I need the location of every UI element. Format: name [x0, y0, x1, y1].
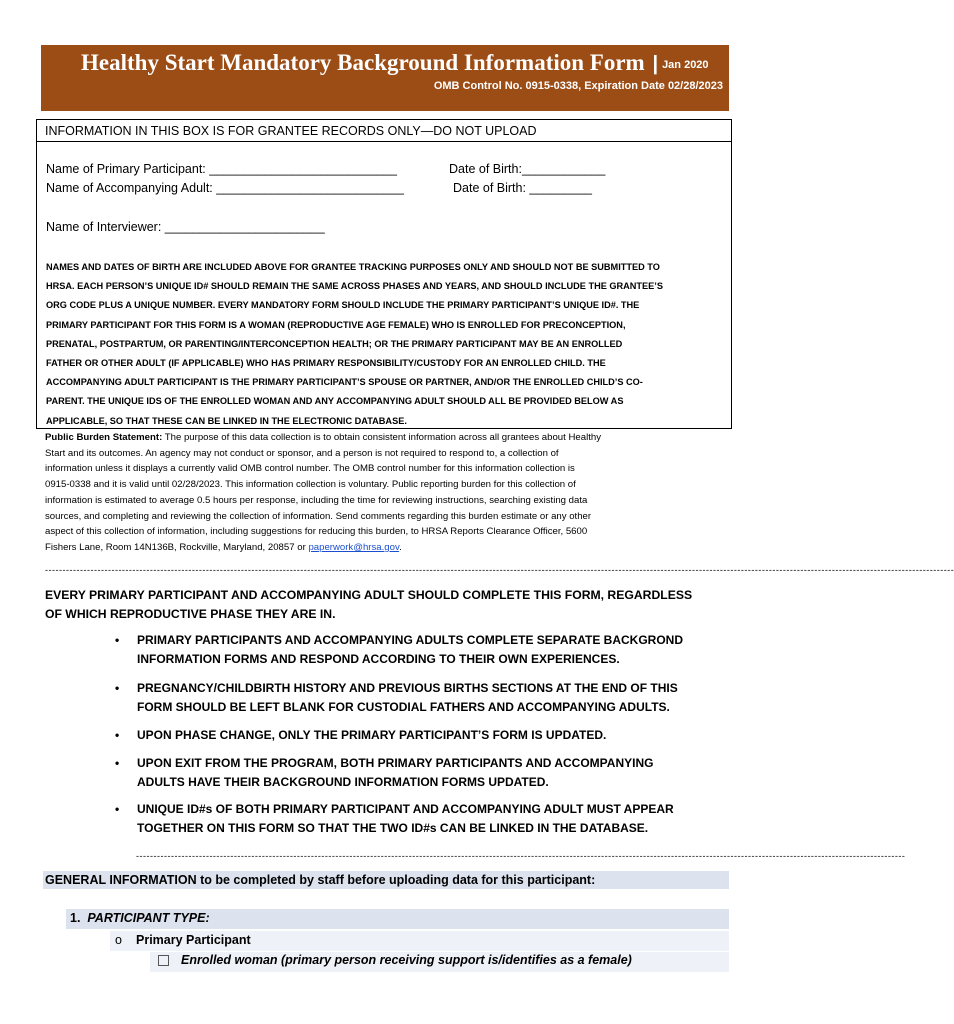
form-version: Jan 2020 [662, 59, 709, 71]
records-box-heading: INFORMATION IN THIS BOX IS FOR GRANTEE RECORDS ONLY—DO NOT UPLOAD [37, 120, 731, 142]
accompanying-adult-dob-field[interactable]: Date of Birth: _________ [453, 181, 592, 195]
divider-dashes: ---------------------------------------------------------------------------------------------------------------------------------------------------------------------------------------------------------------------------- [136, 851, 906, 861]
accompanying-adult-name-field[interactable]: Name of Accompanying Adult: ___________________________ [46, 181, 404, 195]
bullet-icon: • [115, 681, 120, 695]
bullet-icon: • [115, 633, 120, 647]
option-bullet-icon: o [115, 933, 122, 947]
bullet-text-line: TOGETHER ON THIS FORM SO THAT THE TWO ID#s CAN BE LINKED IN THE DATABASE. [137, 821, 649, 835]
primary-participant-name-field[interactable]: Name of Primary Participant: ___________________________ [46, 162, 397, 176]
bullet-text-line: PREGNANCY/CHILDBIRTH HISTORY AND PREVIOUS BIRTHS SECTIONS AT THE END OF THIS [137, 681, 678, 695]
notice-line: HRSA. EACH PERSON’S UNIQUE ID# SHOULD REMAIN THE SAME ACROSS PHASES AND YEARS, AND SHOULD INCLUDE THE GRANTEE’S [46, 281, 663, 292]
notice-line: PRENATAL, POSTPARTUM, OR PARENTING/INTERCONCEPTION HEALTH; OR THE PRIMARY PARTICIPANT MAY BE AN ENROLLED [46, 338, 623, 349]
bullet-text-line: INFORMATION FORMS AND RESPOND ACCORDING TO THEIR OWN EXPERIENCES. [137, 652, 620, 666]
burden-line: information is estimated to average 0.5 hours per response, including the time for reviewing instructions, searching existing data [45, 494, 588, 506]
burden-line: aspect of this collection of information, including suggestions for reducing this burden, to HRSA Reports Clearance Officer, 5600 [45, 526, 588, 538]
form-title-text: Healthy Start Mandatory Background Information Form [81, 50, 645, 75]
divider-dashes: -------------------------------------------------------------------------------------------------------------------------------------------------------------------------------------------------------------------------------------------------------------------- [45, 565, 954, 575]
bullet-icon: • [115, 802, 120, 816]
primary-participant-option[interactable]: Primary Participant [136, 933, 251, 947]
instructions-intro: EVERY PRIMARY PARTICIPANT AND ACCOMPANYING ADULT SHOULD COMPLETE THIS FORM, REGARDLESS OF WHICH REPRODUCTIVE PHASE THEY ARE IN. [45, 588, 693, 621]
notice-line: FATHER OR OTHER ADULT (IF APPLICABLE) WHO HAS PRIMARY RESPONSIBILITY/CUSTODY FOR AN ENROLLED CHILD. THE [46, 358, 606, 369]
bullet-icon: • [115, 728, 120, 742]
omb-control-number: OMB Control No. 0915-0338, Expiration Date 02/28/2023 [433, 80, 723, 92]
participant-type-question: 1. PARTICIPANT TYPE: [70, 911, 210, 925]
general-info-heading: GENERAL INFORMATION to be completed by staff before uploading data for this participant: [45, 873, 596, 887]
notice-line: PRIMARY PARTICIPANT FOR THIS FORM IS A WOMAN (REPRODUCTIVE AGE FEMALE) WHO IS ENROLLED FOR PRECONCEPTION, [46, 319, 626, 330]
burden-line: Fishers Lane, Room 14N136B, Rockville, Maryland, 20857 or paperwork@hrsa.gov. [45, 541, 402, 553]
form-title [81, 50, 721, 76]
title-separator: | [652, 53, 659, 75]
bullet-text-line: UPON PHASE CHANGE, ONLY THE PRIMARY PARTICIPANT’S FORM IS UPDATED. [137, 728, 607, 742]
bullet-icon: • [115, 756, 120, 770]
records-notice [46, 258, 722, 431]
grantee-records-box [36, 119, 732, 429]
email-link[interactable]: paperwork@hrsa.gov [308, 541, 400, 553]
bullet-text-line: FORM SHOULD BE LEFT BLANK FOR CUSTODIAL FATHERS AND ACCOMPANYING ADULTS. [137, 700, 670, 714]
burden-line: Start and its outcomes. An agency may not conduct or sponsor, and a person is not required to respond to, a collection of [45, 447, 559, 459]
bullet-text-line: ADULTS HAVE THEIR BACKGROUND INFORMATION FORMS UPDATED. [137, 775, 549, 789]
notice-line: PARENT. THE UNIQUE IDS OF THE ENROLLED WOMAN AND ANY ACCOMPANYING ADULT SHOULD ALL BE PROVIDED BELOW AS [46, 396, 624, 407]
primary-participant-dob-field[interactable]: Date of Birth:____________ [449, 162, 606, 176]
enrolled-woman-label: Enrolled woman (primary person receiving support is/identifies as a female) [181, 953, 632, 967]
notice-line: NAMES AND DATES OF BIRTH ARE INCLUDED ABOVE FOR GRANTEE TRACKING PURPOSES ONLY AND SHOULD NOT BE SUBMITTED TO [46, 262, 660, 272]
bullet-text-line: UPON EXIT FROM THE PROGRAM, BOTH PRIMARY PARTICIPANTS AND ACCOMPANYING [137, 756, 654, 770]
interviewer-name-field[interactable]: Name of Interviewer: _______________________ [46, 220, 325, 234]
burden-label: Public Burden Statement: [45, 432, 163, 443]
notice-line: ORG CODE PLUS A UNIQUE NUMBER. EVERY MANDATORY FORM SHOULD INCLUDE THE PRIMARY PARTICIPANT’S UNIQUE ID#. THE [46, 300, 640, 311]
notice-line: ACCOMPANYING ADULT PARTICIPANT IS THE PRIMARY PARTICIPANT’S SPOUSE OR PARTNER, AND/OR THE ENROLLED CHILD’S CO- [46, 377, 643, 388]
form-header [41, 45, 729, 111]
public-burden-statement [45, 430, 729, 556]
burden-line: 0915-0338 and it is valid until 02/28/2023. This information collection is voluntary. Public reporting burden for this collection of [45, 479, 576, 491]
burden-line: Public Burden Statement: The purpose of this data collection is to obtain consistent information across all grantees about Healthy [45, 432, 602, 443]
burden-line: information unless it displays a currently valid OMB control number. The OMB control number for this information collection is [45, 463, 575, 475]
burden-line: sources, and completing and reviewing the collection of information. Send comments regarding this burden estimate or any other [45, 510, 592, 522]
bullet-text-line: UNIQUE ID#s OF BOTH PRIMARY PARTICIPANT AND ACCOMPANYING ADULT MUST APPEAR [137, 802, 674, 816]
bullet-text-line: PRIMARY PARTICIPANTS AND ACCOMPANYING ADULTS COMPLETE SEPARATE BACKGROND [137, 633, 684, 647]
notice-line: APPLICABLE, SO THAT THESE CAN BE LINKED IN THE ELECTRONIC DATABASE. [46, 415, 407, 426]
enrolled-woman-checkbox[interactable] [158, 955, 169, 966]
